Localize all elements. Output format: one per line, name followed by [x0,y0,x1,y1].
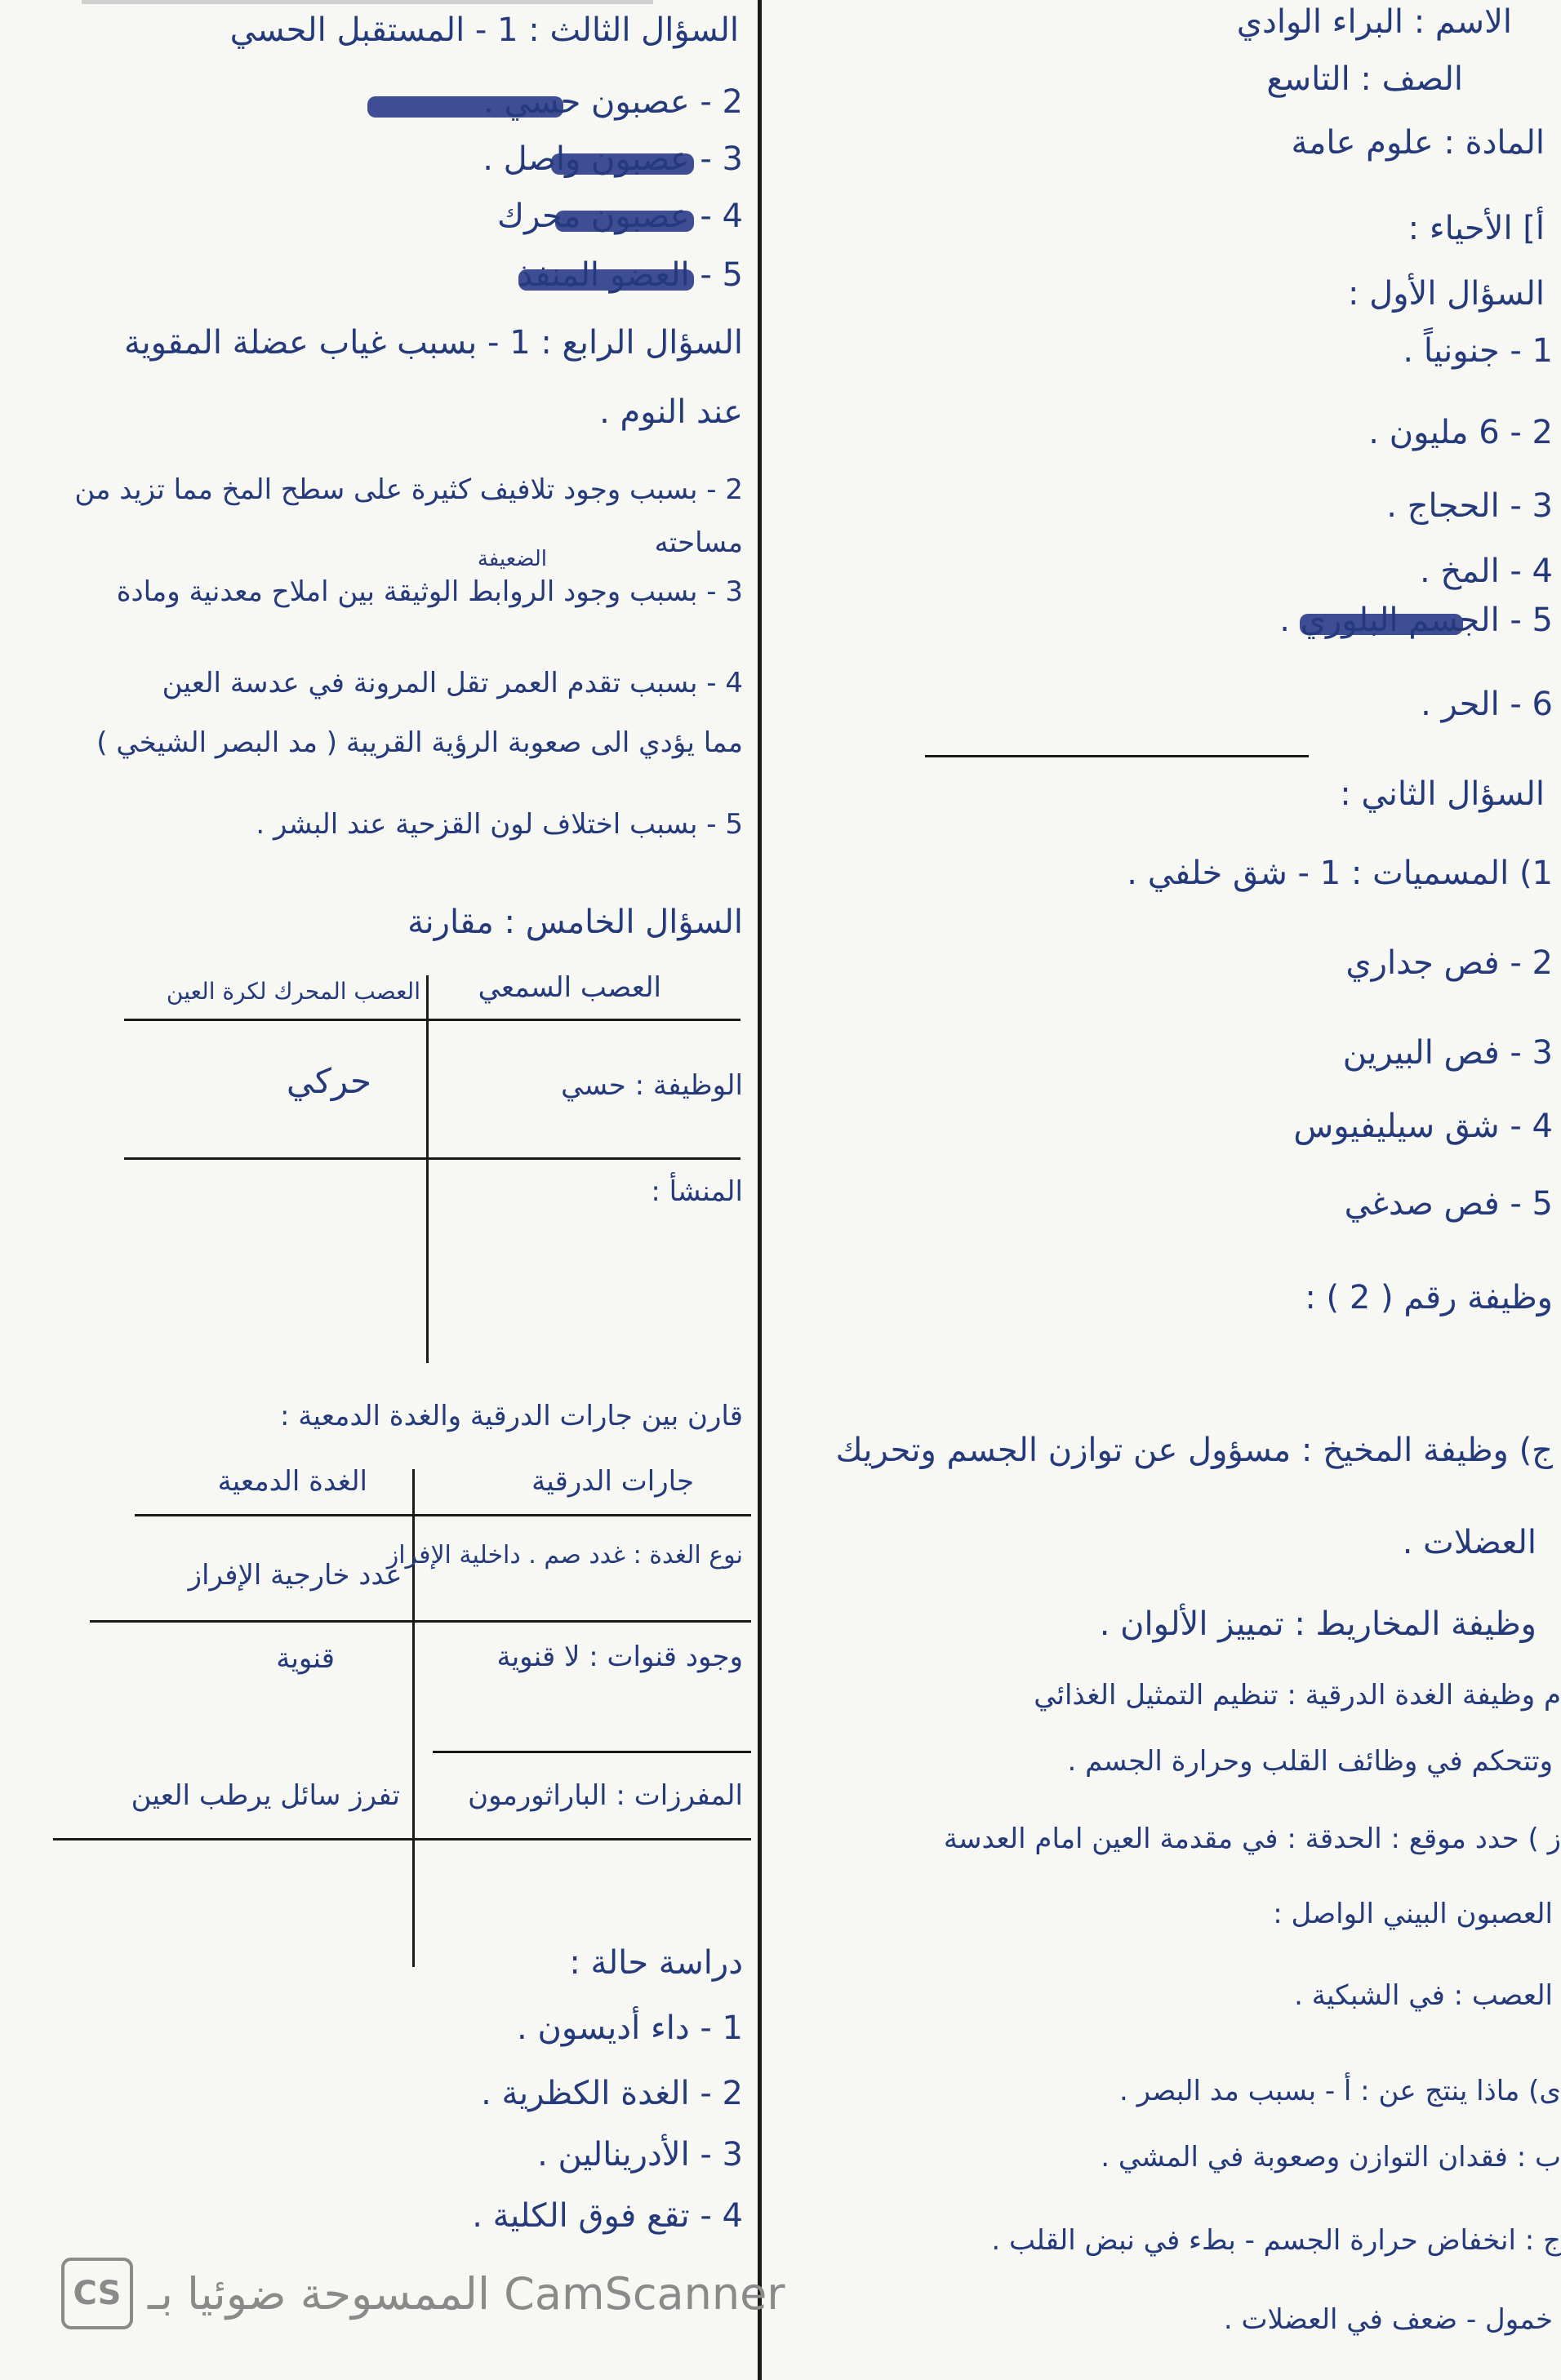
answer-line: ج) وظيفة المخيخ : مسؤول عن توازن الجسم وتحريك [835,1432,1553,1469]
answer-line: وتتحكم في وظائف القلب وحرارة الجسم . [1067,1745,1553,1778]
q4-line: 4 - بسبب تقدم العمر تقل المرونة في عدسة العين [162,667,743,699]
branch-heading: أ] الأحياء : [1408,210,1545,247]
q1-item: 4 - المخ . [1420,553,1553,590]
q2-line: 1) المسميات : 1 - شق خلفي . [1127,855,1553,892]
table-cell: حركي [286,1061,371,1101]
table-cell: قنوية [276,1642,335,1675]
table-cell: الوظيفة : حسي [561,1069,743,1102]
q3-item: 4 - عصبون محرك [497,198,743,235]
case-item: 3 - الأدرينالين . [537,2136,743,2174]
answer-line: ز ) حدد موقع : الحدقة : في مقدمة العين امام العدسة [943,1823,1561,1855]
q1-title: السؤال الأول : [1347,275,1545,313]
answer-line: العصب : في الشبكية . [1294,1979,1553,2012]
case-item: 4 - تقع فوق الكلية . [472,2197,743,2235]
q1-item: 1 - جنونياً . [1403,332,1553,370]
answer-line: العضلات . [1402,1524,1537,1561]
answer-line: ب : فقدان التوازن وصعوبة في المشي . [1101,2141,1561,2174]
q4-note: الضعيفة [477,547,547,571]
case-item: 1 - داء أديسون . [517,2009,743,2047]
table-header: العصب السمعي [478,971,661,1004]
subject: المادة : علوم عامة [1291,124,1545,162]
compare-title: قارن بين جارات الدرقية والغدة الدمعية : [279,1400,743,1432]
table-header: الغدة الدمعية [217,1465,367,1498]
table-rule [135,1514,751,1516]
table-cell: وجود قنوات : لا قنوية [496,1641,743,1673]
answer-line: ج : انخفاض حرارة الجسم - بطء في نبض القلب . [991,2224,1561,2257]
q1-item: 2 - 6 مليون . [1368,414,1553,451]
student-name: الاسم : البراء الوادي [1236,3,1512,41]
q4-line: السؤال الرابع : 1 - بسبب غياب عضلة المقوية [124,324,743,362]
case-study-title: دراسة حالة : [569,1944,743,1982]
grade: الصف : التاسع [1266,60,1463,98]
answer-line: وظيفة المخاريط : تمييز الألوان . [1099,1605,1537,1643]
q3-item: 5 - العضو المنفذ [518,256,743,294]
table-rule [433,1751,751,1753]
column-divider [758,0,762,2380]
q1-item: 3 - الحجاج . [1386,487,1553,525]
answer-line: العصبون البيني الواصل : [1273,1898,1553,1930]
table-rule [124,1019,740,1021]
table-cell: نوع الغدة : غدد صم . داخلية الإفراز [386,1541,743,1570]
q2-item: 3 - فص البيرين [1342,1034,1553,1072]
q4-line: مما يؤدي الى صعوبة الرؤية القريبة ( مد البصر الشيخي ) [96,726,743,759]
camscanner-watermark [61,2257,785,2330]
q4-line: 2 - بسبب وجود تلافيف كثيرة على سطح المخ مما تزيد من [74,473,743,506]
q2-item: 4 - شق سيليفيوس [1293,1108,1553,1145]
section-separator [925,755,1309,757]
camscanner-logo-icon: CS [61,2258,133,2329]
table-rule [426,975,429,1363]
q3-title: السؤال الثالث : 1 - المستقبل الحسي [229,11,739,49]
q4-line: عند النوم . [599,393,743,431]
left-column [0,0,751,2380]
q5-title: السؤال الخامس : مقارنة [407,904,743,941]
answer-line: خمول - ضعف في العضلات . [1223,2303,1553,2336]
right-column [772,0,1561,2380]
table-rule [90,1620,751,1623]
table-rule [124,1157,740,1160]
answer-line: ى) ماذا ينتج عن : أ - بسبب مد البصر . [1119,2075,1561,2107]
q4-line: 3 - بسبب وجود الروابط الوثيقة بين املاح معدنية ومادة [116,575,743,608]
q2-item: 5 - فص صدغي [1344,1185,1553,1223]
table-cell: المفرزات : الباراثورمون [468,1779,743,1812]
q2-function-label: وظيفة رقم ( 2 ) : [1305,1279,1553,1317]
table-header: العصب المحرك لكرة العين [166,978,420,1005]
q1-item: 6 - الحر . [1421,686,1553,723]
case-item: 2 - الغدة الكظرية . [481,2075,743,2112]
table-header: جارات الدرقية [531,1465,694,1498]
table-cell: غدد خارجية الإفراز [188,1559,400,1592]
q2-item: 2 - فص جداري [1345,944,1553,982]
q2-title: السؤال الثاني : [1340,775,1545,813]
answer-line: م وظيفة الغدة الدرقية : تنظيم التمثيل الغذائي [1034,1679,1561,1712]
q1-item: 5 - الجسم البلوري . [1279,602,1553,639]
q3-item: 2 - عصبون حسي . [483,83,743,121]
table-cell: تفرز سائل يرطب العين [131,1779,400,1812]
table-rule [53,1838,751,1841]
table-cell: المنشأ : [651,1175,743,1208]
q4-line: مساحته [654,526,743,559]
watermark-text: الممسوحة ضوئيا بـ CamScanner [148,2267,785,2320]
q3-item: 3 - عصبون واصل . [483,140,743,178]
q4-line: 5 - بسبب اختلاف لون القزحية عند البشر . [256,808,743,841]
